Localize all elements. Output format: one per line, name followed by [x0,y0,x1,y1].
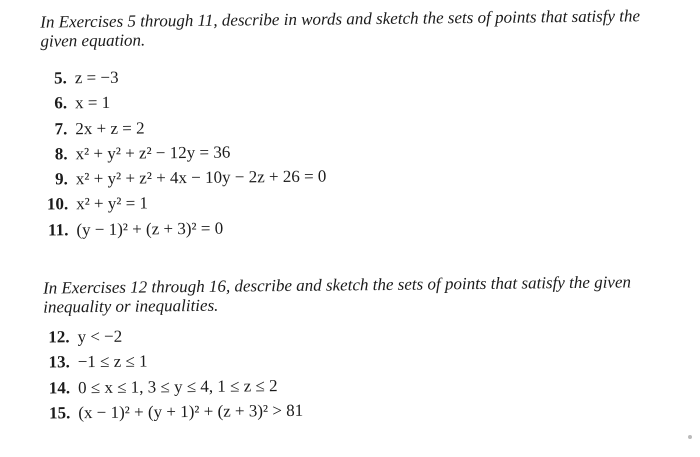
exercise-number: 13. [48,352,70,372]
exercise-6 [41,88,326,116]
exercise-10 [42,189,327,217]
exercise-equation: x² + y² = 1 [76,193,149,214]
exercise-number: 8. [54,144,68,164]
exercise-7 [41,113,326,141]
exercise-equation: x² + y² + z² + 4x − 10y − 2z + 26 = 0 [75,166,327,189]
section-b-instructions: In Exercises 12 through 16, describe and sketch the sets of points that satisfy the given inequality or inequalities. [42,272,632,317]
exercise-equation: x = 1 [74,93,111,113]
exercise-inequality: y < −2 [77,326,123,347]
exercise-number: 6. [54,93,68,113]
exercise-5 [41,63,326,91]
section-b-exercise-list [43,322,303,426]
exercise-11 [42,214,327,242]
exercise-number: 11. [47,220,69,240]
exercise-8 [41,138,326,166]
exercise-12 [43,322,302,350]
exercise-13 [44,347,303,375]
exercise-number: 9. [55,169,68,189]
exercise-equation: z = −3 [74,67,119,88]
exercise-equation: (y − 1)² + (z + 3)² = 0 [76,218,224,239]
exercise-number: 7. [54,118,68,139]
section-a-instructions: In Exercises 5 through 11, describe in words and sketch the sets of points that satisfy the given equation. [40,6,641,51]
exercise-9 [42,164,327,192]
exercise-inequality: 0 ≤ x ≤ 1, 3 ≤ y ≤ 4, 1 ≤ z ≤ 2 [77,375,278,397]
exercise-number: 12. [48,327,70,347]
exercise-15 [44,398,303,426]
section-a-exercise-list [41,63,327,243]
exercise-equation: x² + y² + z² − 12y = 36 [75,142,231,164]
exercise-number: 14. [48,377,71,398]
exercise-inequality: −1 ≤ z ≤ 1 [77,351,148,372]
scan-speck [688,435,692,439]
exercise-number: 15. [48,403,71,423]
exercise-number: 10. [46,194,69,215]
exercise-inequality: (x − 1)² + (y + 1)² + (z + 3)² > 81 [78,400,304,423]
exercise-number: 5. [53,68,67,88]
exercise-14 [44,372,303,400]
exercise-equation: 2x + z = 2 [75,118,145,138]
